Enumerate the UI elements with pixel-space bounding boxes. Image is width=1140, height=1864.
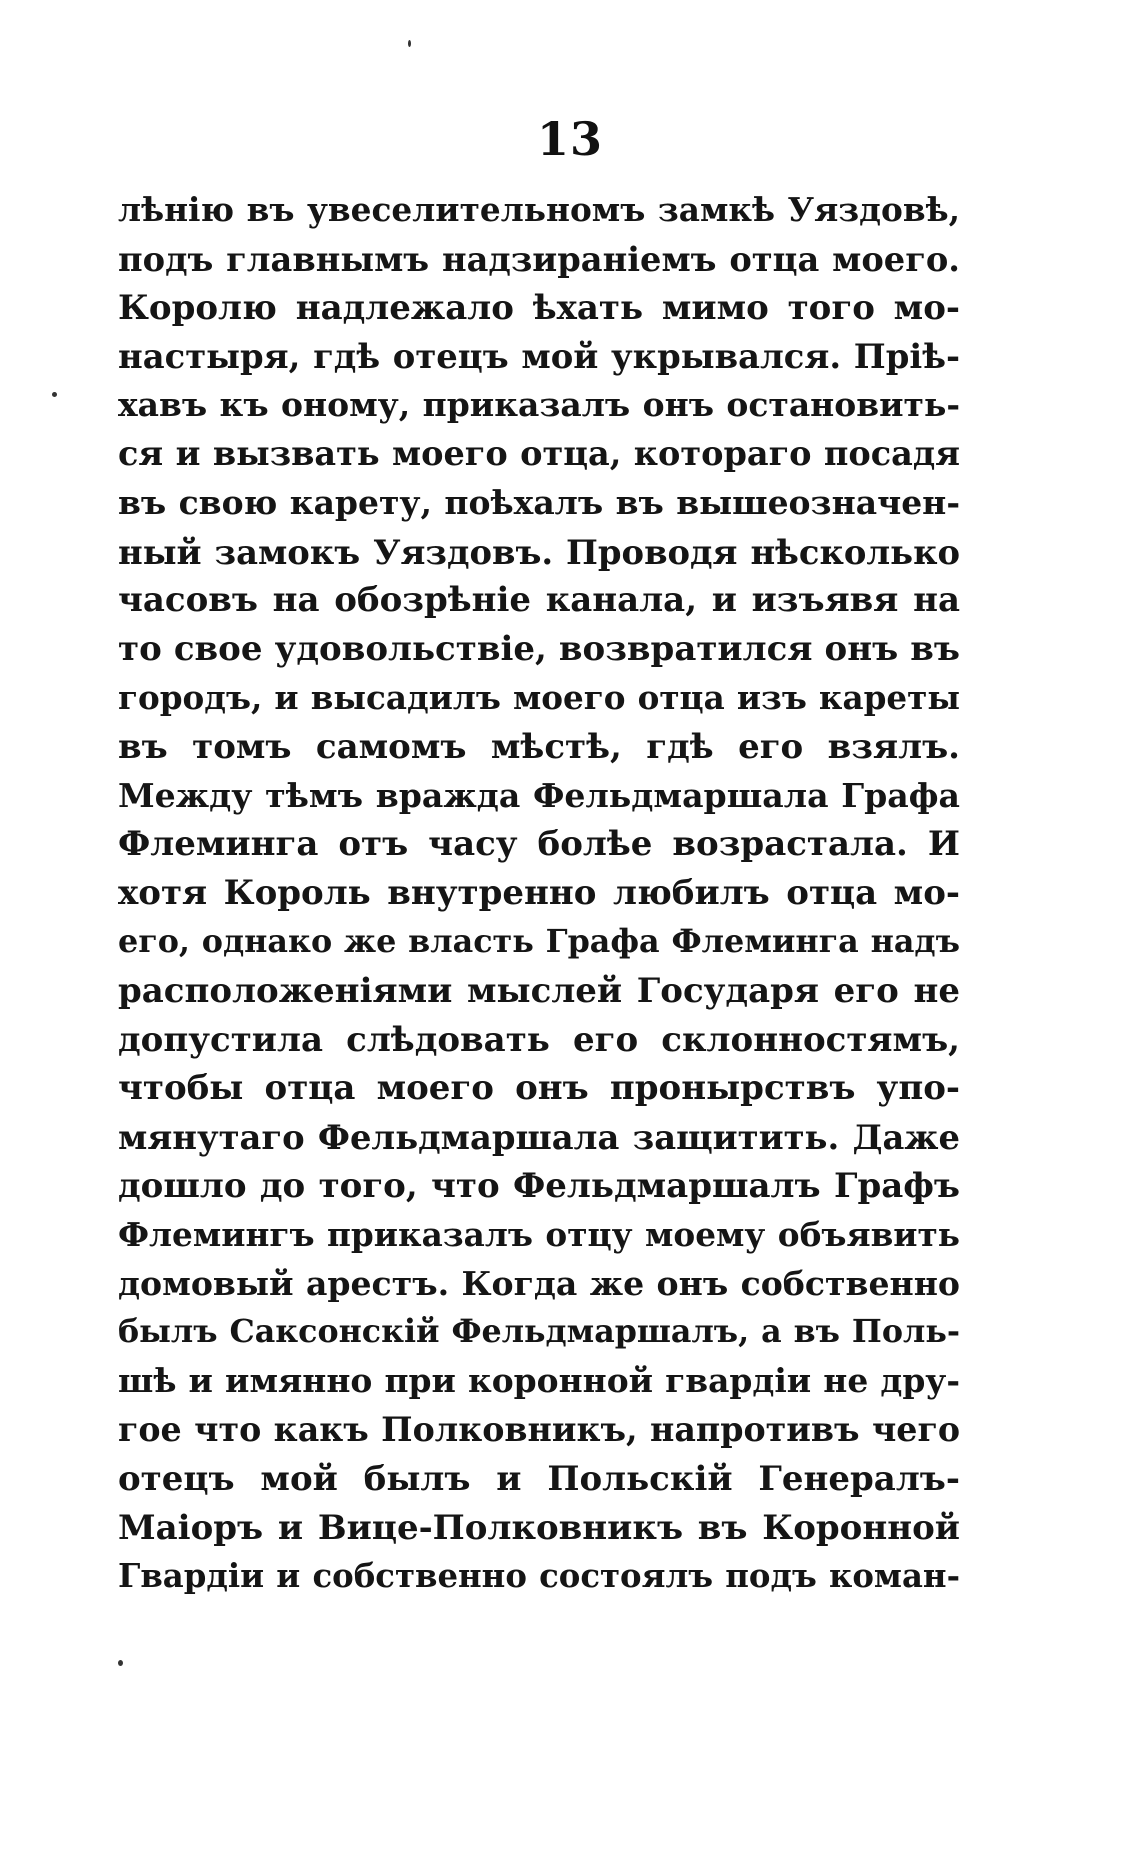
body-text — [118, 186, 960, 1601]
text-line: отецъ мой былъ и Польскій Генералъ- — [118, 1458, 960, 1499]
scan-speck — [118, 1660, 123, 1666]
text-line: Гвардіи и собственно состоялъ подъ коман- — [118, 1557, 960, 1596]
text-line: шѣ и имянно при коронной гвардіи не дру- — [118, 1361, 960, 1401]
text-line: расположеніями мыслей Государя его не — [118, 970, 960, 1011]
text-line: его, однако же власть Графа Флеминга надъ — [118, 922, 960, 960]
text-line: мянутаго Фельдмаршала защитить. Даже — [118, 1117, 960, 1158]
text-line: то свое удовольствіе, возвратился онъ въ — [118, 629, 960, 670]
text-line: былъ Саксонскій Фельдмаршалъ, а въ Поль- — [118, 1313, 960, 1351]
text-line: часовъ на обозрѣніе канала, и изъявя на — [118, 580, 960, 621]
text-line: городъ, и высадилъ моего отца изъ кареты — [118, 677, 960, 717]
page-number: 13 — [536, 112, 603, 166]
scan-speck — [52, 392, 57, 397]
text-line: гое что какъ Полковникъ, напротивъ чего — [118, 1409, 960, 1449]
text-line: Флеминга отъ часу болѣе возрастала. И — [118, 824, 960, 865]
text-line: Флемингъ приказалъ отцу моему объявить — [118, 1214, 960, 1254]
text-line: Маіоръ и Вице-Полковникъ въ Коронной — [118, 1507, 960, 1548]
text-line: въ свою карету, поѣхалъ въ вышеозначен- — [118, 482, 960, 522]
text-line: подъ главнымъ надзираніемъ отца моего. — [118, 238, 960, 279]
text-line: дошло до того, что Фельдмаршалъ Графъ — [118, 1165, 960, 1206]
text-line: хотя Король внутренно любилъ отца мо- — [118, 873, 960, 914]
text-line: чтобы отца моего онъ пронырствъ упо- — [118, 1068, 960, 1109]
text-line: въ томъ самомъ мѣстѣ, гдѣ его взялъ. — [118, 726, 960, 767]
text-line: ся и вызвать моего отца, котораго посадя — [118, 433, 960, 473]
scan-speck — [408, 40, 411, 47]
text-line: ный замокъ Уяздовъ. Проводя нѣсколько — [118, 531, 960, 572]
text-line: Между тѣмъ вражда Фельдмаршала Графа — [118, 775, 960, 815]
text-line: настыря, гдѣ отецъ мой укрывался. Пріѣ- — [118, 336, 960, 377]
text-line: Королю надлежало ѣхать мимо того мо- — [118, 287, 960, 328]
text-line: хавъ къ оному, приказалъ онъ остановить- — [118, 385, 960, 425]
text-line: домовый арестъ. Когда же онъ собственно — [118, 1263, 960, 1303]
text-line: лѣнію въ увеселительномъ замкѣ Уяздовѣ, — [118, 190, 960, 229]
text-line: допустила слѣдовать его склонностямъ, — [118, 1019, 960, 1060]
